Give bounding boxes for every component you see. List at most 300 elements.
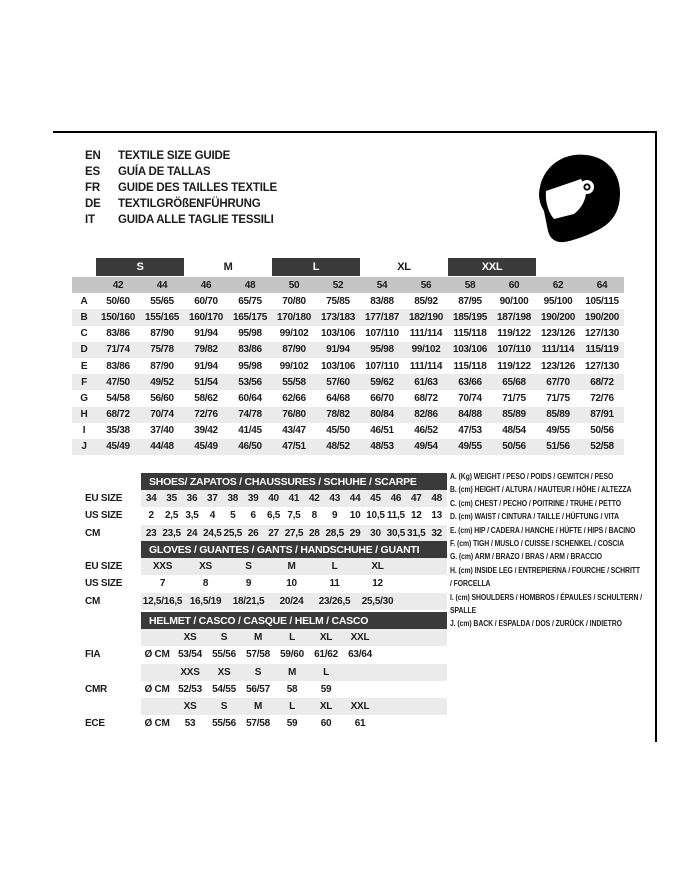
size-value-cell: 90/100 — [499, 295, 529, 307]
size-value-cell: 111/114 — [541, 344, 575, 356]
shoe-size-cell: 24,5 — [203, 527, 222, 539]
helmet-value-cell: 58 — [286, 683, 298, 695]
row-values — [141, 575, 447, 592]
shoe-size-cell: 5 — [230, 510, 236, 522]
shoe-size-cell: 6,5 — [266, 510, 281, 522]
size-value-cell: 95/98 — [238, 360, 262, 372]
size-value-cell: 71/75 — [546, 392, 570, 404]
size-row-C — [72, 326, 624, 342]
size-value-cell: 99/102 — [411, 344, 441, 356]
size-value-cell: 103/106 — [452, 344, 488, 356]
size-value-cell: 44/48 — [150, 441, 174, 453]
helmet-value-cell: 59 — [286, 718, 298, 730]
shoe-size-cell: 26 — [247, 527, 259, 539]
size-group-XL: XL — [397, 261, 411, 273]
size-value-cell: 85/89 — [546, 409, 570, 421]
helmet-size-cell: M — [253, 632, 263, 644]
size-value-cell: 79/82 — [194, 344, 218, 356]
size-value-cell: 51/54 — [194, 376, 218, 388]
row-values — [141, 593, 447, 610]
table-row — [85, 525, 447, 542]
size-value-cell: 107/110 — [365, 360, 399, 372]
table-header-bar: GLOVES / GUANTES / GANTS / HANDSCHUHE / GUANTI — [141, 541, 447, 558]
size-value-cell: 55/58 — [282, 376, 306, 388]
glove-size-cell: S — [245, 561, 252, 573]
shoe-size-cell: 28,5 — [325, 527, 344, 539]
size-value-cell: 119/122 — [497, 328, 531, 340]
size-value-cell: 75/78 — [150, 344, 174, 356]
table-row — [85, 593, 447, 610]
size-value-cell: 46/51 — [370, 425, 394, 437]
size-value-cell: 187/198 — [496, 311, 532, 323]
row-letter: E — [80, 360, 88, 372]
size-value-cell: 91/94 — [194, 328, 218, 340]
helmet-value-cell: 59/60 — [280, 649, 304, 661]
size-row-F — [72, 374, 624, 390]
size-row-B — [72, 309, 624, 325]
size-group-row — [72, 258, 624, 276]
helmet-size-row-ECE — [85, 698, 447, 715]
shoe-size-cell: 35 — [166, 493, 177, 505]
size-value-cell: 72/76 — [590, 392, 614, 404]
row-letter: B — [80, 311, 88, 323]
textile-size-table — [72, 258, 624, 455]
helmet-value-cell: 52/53 — [178, 683, 202, 695]
row-values — [141, 490, 447, 507]
size-value-cell: 55/65 — [150, 295, 174, 307]
shoe-size-cell: 12 — [410, 510, 422, 522]
size-value-cell: 115/119 — [585, 344, 619, 356]
size-row-D — [72, 342, 624, 358]
size-value-cell: 70/74 — [458, 392, 482, 404]
shoe-size-cell: 39 — [247, 493, 259, 505]
shoes-table — [85, 473, 447, 542]
size-row-G — [72, 390, 624, 406]
shoe-size-cell: 13 — [431, 510, 442, 522]
row-label: ECE — [85, 718, 105, 730]
glove-size-cell: 20/24 — [279, 595, 304, 607]
size-value-cell: 53/56 — [238, 376, 262, 388]
size-value-cell: 107/110 — [365, 328, 399, 340]
size-column-header: 58 — [464, 279, 476, 291]
size-value-cell: 67/70 — [546, 376, 570, 388]
size-value-cell: 115/118 — [453, 328, 487, 340]
row-letter: F — [81, 376, 87, 388]
language-name: TEXTILGRÖßENFÜHRUNG — [118, 198, 261, 210]
size-value-cell: 177/187 — [364, 311, 400, 323]
size-value-cell: 87/95 — [458, 295, 482, 307]
helmet-size-cell: XXL — [350, 701, 370, 713]
row-values — [141, 681, 447, 698]
size-value-cell: 65/75 — [238, 295, 262, 307]
language-row — [85, 164, 277, 180]
size-value-cell: 50/56 — [590, 425, 614, 437]
helmet-size-cell: XS — [183, 701, 197, 713]
size-column-header: 48 — [244, 279, 256, 291]
helmet-value-cell: 57/58 — [246, 649, 270, 661]
row-values — [141, 698, 447, 715]
size-value-cell: 83/86 — [238, 344, 262, 356]
size-value-cell: 74/78 — [238, 409, 262, 421]
size-columns-row — [72, 277, 624, 293]
row-values — [141, 715, 447, 732]
size-value-cell: 45/49 — [194, 441, 218, 453]
row-label: CM — [85, 527, 101, 539]
table-header-row — [85, 473, 447, 490]
helmet-size-row-FIA — [85, 629, 447, 646]
row-letter: J — [81, 441, 87, 453]
helmet-value-cell: 53 — [184, 718, 196, 730]
row-label: US SIZE — [85, 510, 123, 522]
measurement-item: G. (cm) ARM / BRAZO / BRAS / ARM / BRACCIO — [450, 551, 602, 562]
row-values — [141, 525, 447, 542]
shoe-size-cell: 27,5 — [284, 527, 304, 539]
row-label: US SIZE — [85, 578, 123, 590]
row-values — [141, 646, 447, 663]
row-letter: A — [80, 295, 88, 307]
size-value-cell: 107/110 — [497, 344, 531, 356]
size-value-cell: 84/88 — [458, 409, 482, 421]
size-value-cell: 78/82 — [326, 409, 350, 421]
language-name: GUIDE DES TAILLES TEXTILE — [118, 182, 277, 194]
size-value-cell: 49/52 — [150, 376, 174, 388]
size-value-cell: 165/175 — [232, 311, 268, 323]
shoe-size-cell: 11,5 — [386, 510, 405, 522]
size-value-cell: 72/76 — [194, 409, 218, 421]
shoe-size-cell: 23,5 — [162, 527, 181, 539]
row-values — [141, 558, 447, 575]
language-row — [85, 180, 277, 196]
shoe-size-cell: 2 — [148, 510, 154, 522]
shoe-size-cell: 25,5 — [223, 527, 242, 539]
helmet-value-cell: 54/55 — [212, 683, 236, 695]
size-value-cell: 41/45 — [238, 425, 262, 437]
top-border-line — [53, 131, 657, 133]
size-value-cell: 170/180 — [276, 311, 312, 323]
size-value-cell: 87/90 — [150, 328, 174, 340]
shoe-size-cell: 2,5 — [165, 510, 179, 522]
measurement-item: D. (cm) WAIST / CINTURA / TAILLE / HÜFTUNG / VITA — [450, 511, 619, 522]
size-group-L: L — [272, 258, 360, 276]
size-value-cell: 99/102 — [279, 360, 309, 372]
size-value-cell: 49/55 — [546, 425, 570, 437]
helmet-size-cell: M — [287, 666, 297, 678]
helmet-value-cell: 61/62 — [314, 649, 338, 661]
table-header-bar: HELMET / CASCO / CASQUE / HELM / CASCO — [141, 612, 447, 629]
size-column-header: 44 — [156, 279, 168, 291]
size-value-cell: 71/74 — [106, 344, 130, 356]
helmet-value-cell: 55/56 — [212, 649, 236, 661]
size-value-cell: 91/94 — [326, 344, 350, 356]
helmet-value-cell: 56/57 — [246, 683, 270, 695]
glove-size-cell: 9 — [245, 578, 252, 590]
glove-size-cell: 16,5/19 — [189, 595, 222, 607]
row-label: FIA — [85, 649, 101, 661]
glove-size-cell: XXS — [152, 561, 173, 573]
shoe-size-cell: 23 — [145, 527, 157, 539]
size-value-cell: 95/98 — [370, 344, 394, 356]
size-value-cell: 70/74 — [150, 409, 174, 421]
size-value-cell: 190/200 — [540, 311, 576, 323]
table-row — [85, 490, 447, 507]
size-value-cell: 51/56 — [546, 441, 570, 453]
language-code: DE — [85, 198, 101, 210]
shoe-size-cell: 34 — [145, 493, 157, 505]
size-column-header: 54 — [376, 279, 388, 291]
shoe-size-cell: 43 — [329, 493, 341, 505]
row-values — [141, 664, 447, 681]
shoe-size-cell: 45 — [370, 493, 381, 505]
size-value-cell: 155/165 — [144, 311, 180, 323]
size-value-cell: 99/102 — [279, 328, 309, 340]
measurement-item: F. (cm) TIGH / MUSLO / CUISSE / SCHENKEL / COSCIA — [450, 538, 624, 549]
measurement-item: H. (cm) INSIDE LEG / ENTREPIERNA / FOURCHE / SCHRITT / FORCELLA — [450, 564, 641, 589]
size-value-cell: 83/88 — [370, 295, 394, 307]
shoe-size-cell: 48 — [431, 493, 442, 505]
size-value-cell: 76/80 — [282, 409, 306, 421]
size-value-cell: 91/94 — [194, 360, 218, 372]
row-label: CM — [85, 595, 101, 607]
shoe-size-cell: 47 — [410, 493, 422, 505]
size-value-cell: 63/66 — [458, 376, 482, 388]
helmet-value-cell: 57/58 — [246, 718, 270, 730]
size-value-cell: 80/84 — [370, 409, 394, 421]
shoe-size-cell: 4 — [209, 510, 216, 522]
shoe-size-cell: 27 — [268, 527, 279, 539]
size-value-cell: 83/86 — [106, 360, 130, 372]
size-value-cell: 50/56 — [502, 441, 526, 453]
size-value-cell: 49/54 — [414, 441, 438, 453]
size-value-cell: 185/195 — [452, 311, 488, 323]
shoe-size-cell: 31,5 — [407, 527, 426, 539]
size-group-XXL: XXL — [448, 258, 536, 276]
size-value-cell: 39/42 — [194, 425, 218, 437]
glove-size-cell: 18/21,5 — [232, 595, 265, 607]
glove-size-cell: 8 — [202, 578, 209, 590]
size-value-cell: 87/90 — [150, 360, 174, 372]
shoe-size-cell: 41 — [288, 493, 300, 505]
glove-size-cell: XL — [371, 561, 384, 573]
language-code: ES — [85, 166, 100, 178]
size-value-cell: 50/60 — [106, 295, 130, 307]
glove-size-cell: 25,5/30 — [361, 595, 394, 607]
size-column-header: 52 — [332, 279, 344, 291]
size-value-cell: 68/72 — [106, 409, 130, 421]
row-letter: D — [80, 344, 88, 356]
row-label: CMR — [85, 683, 108, 695]
unit-cell: Ø CM — [144, 649, 170, 661]
glove-size-cell: 10 — [286, 578, 297, 590]
glove-size-cell: XS — [199, 561, 212, 573]
size-value-cell: 47/51 — [282, 441, 306, 453]
size-value-cell: 43/47 — [282, 425, 306, 437]
helmet-size-cell: L — [289, 632, 295, 644]
size-value-cell: 61/63 — [414, 376, 438, 388]
size-row-J — [72, 439, 624, 455]
helmet-table — [85, 612, 447, 732]
size-value-cell: 83/86 — [106, 328, 130, 340]
table-row — [85, 575, 447, 592]
size-value-cell: 46/50 — [238, 441, 262, 453]
size-value-cell: 173/183 — [320, 311, 356, 323]
size-row-E — [72, 358, 624, 374]
size-value-cell: 60/70 — [194, 295, 218, 307]
size-value-cell: 57/60 — [326, 376, 350, 388]
helmet-value-cell: 60 — [320, 718, 332, 730]
size-group-S: S — [96, 258, 184, 276]
size-value-cell: 48/54 — [502, 425, 526, 437]
size-value-cell: 35/38 — [106, 425, 130, 437]
unit-cell: Ø CM — [144, 718, 170, 730]
size-value-cell: 105/115 — [585, 295, 619, 307]
size-value-cell: 64/68 — [326, 392, 350, 404]
size-value-cell: 48/52 — [326, 441, 350, 453]
size-value-cell: 58/62 — [194, 392, 218, 404]
row-values — [141, 507, 447, 524]
shoe-size-cell: 6 — [250, 510, 256, 522]
glove-size-cell: 12,5/16,5 — [142, 595, 183, 607]
helmet-size-cell: XS — [183, 632, 197, 644]
row-label: EU SIZE — [85, 493, 123, 505]
helmet-size-cell: M — [253, 701, 263, 713]
shoe-size-cell: 29 — [349, 527, 361, 539]
helmet-size-cell: S — [220, 632, 228, 644]
shoe-size-cell: 38 — [227, 493, 239, 505]
size-column-header: 46 — [200, 279, 212, 291]
helmet-value-row-CMR — [85, 681, 447, 698]
size-value-cell: 123/126 — [540, 328, 576, 340]
size-value-cell: 82/86 — [414, 409, 438, 421]
row-label: EU SIZE — [85, 561, 123, 573]
size-row-I — [72, 423, 624, 439]
shoe-size-cell: 44 — [349, 493, 361, 505]
measurement-item: E. (cm) HIP / CADERA / HANCHE / HÜFTE / HIPS / BACINO — [450, 524, 636, 535]
language-row — [85, 148, 277, 164]
row-letter: I — [82, 425, 86, 437]
helmet-value-cell: 61 — [354, 718, 366, 730]
helmet-value-cell: 53/54 — [178, 649, 202, 661]
shoe-size-cell: 9 — [332, 510, 338, 522]
size-value-cell: 111/114 — [409, 328, 443, 340]
size-value-cell: 71/75 — [502, 392, 526, 404]
size-value-cell: 45/49 — [106, 441, 130, 453]
row-letter: G — [80, 392, 88, 404]
size-value-cell: 103/106 — [320, 360, 356, 372]
table-row — [85, 507, 447, 524]
shoe-size-cell: 28 — [309, 527, 320, 539]
size-value-cell: 150/160 — [100, 311, 136, 323]
helmet-value-row-ECE — [85, 715, 447, 732]
shoe-size-cell: 10,5 — [366, 510, 385, 522]
size-value-cell: 95/100 — [543, 295, 573, 307]
table-header-bar: SHOES/ ZAPATOS / CHAUSSURES / SCHUHE / SCARPE — [141, 473, 447, 490]
table-header-row — [85, 612, 447, 629]
helmet-value-row-FIA — [85, 646, 447, 663]
size-column-header: 60 — [508, 279, 520, 291]
size-value-cell: 62/66 — [282, 392, 306, 404]
table-row — [85, 558, 447, 575]
size-value-cell: 54/58 — [106, 392, 130, 404]
helmet-icon — [533, 152, 623, 247]
language-code: IT — [85, 214, 95, 226]
glove-size-cell: 11 — [329, 578, 340, 590]
size-value-cell: 48/53 — [370, 441, 394, 453]
language-row — [85, 196, 277, 212]
size-value-cell: 103/106 — [320, 328, 356, 340]
row-letter: H — [80, 409, 88, 421]
size-value-cell: 127/130 — [584, 360, 620, 372]
shoe-size-cell: 36 — [186, 493, 198, 505]
size-value-cell: 46/52 — [414, 425, 438, 437]
size-value-cell: 85/92 — [414, 295, 438, 307]
measurement-item: C. (cm) CHEST / PECHO / POITRINE / TRUHE / PETTO — [450, 497, 621, 508]
size-value-cell: 160/170 — [188, 311, 224, 323]
size-group-M: M — [223, 261, 233, 273]
shoe-size-cell: 8 — [311, 510, 317, 522]
glove-size-cell: 7 — [159, 578, 166, 590]
size-value-cell: 49/55 — [458, 441, 482, 453]
language-name: GUÍA DE TALLAS — [118, 166, 211, 178]
helmet-size-cell: L — [289, 701, 295, 713]
shoe-size-cell: 32 — [431, 527, 442, 539]
helmet-size-row-CMR — [85, 664, 447, 681]
size-value-cell: 115/118 — [453, 360, 487, 372]
size-column-header: 42 — [112, 279, 124, 291]
size-value-cell: 127/130 — [584, 328, 620, 340]
measurement-legend — [450, 470, 642, 631]
size-value-cell: 65/68 — [502, 376, 526, 388]
size-value-cell: 56/60 — [150, 392, 174, 404]
size-value-cell: 190/200 — [584, 311, 620, 323]
helmet-value-cell: 63/64 — [348, 649, 372, 661]
size-column-header: 64 — [596, 279, 608, 291]
helmet-size-cell: XL — [319, 701, 333, 713]
language-title-block — [85, 148, 277, 228]
shoe-size-cell: 30 — [370, 527, 381, 539]
shoe-size-cell: 10 — [349, 510, 361, 522]
size-value-cell: 52/58 — [590, 441, 614, 453]
helmet-size-cell: XXL — [350, 632, 370, 644]
size-value-cell: 182/190 — [408, 311, 444, 323]
row-letter: C — [80, 328, 88, 340]
size-value-cell: 60/64 — [238, 392, 262, 404]
size-value-cell: 47/53 — [458, 425, 482, 437]
size-row-H — [72, 407, 624, 423]
shoe-size-cell: 37 — [207, 493, 218, 505]
language-code: EN — [85, 150, 101, 162]
table-header-row — [85, 541, 447, 558]
size-value-cell: 111/114 — [409, 360, 443, 372]
glove-size-cell: M — [287, 561, 296, 573]
shoe-size-cell: 42 — [309, 493, 320, 505]
shoe-size-cell: 30,5 — [386, 527, 406, 539]
helmet-size-cell: S — [254, 666, 262, 678]
size-value-cell: 68/72 — [590, 376, 614, 388]
language-code: FR — [85, 182, 100, 194]
row-values — [141, 629, 447, 646]
shoe-size-cell: 24 — [186, 527, 198, 539]
size-value-cell: 47/50 — [106, 376, 130, 388]
size-value-cell: 119/122 — [497, 360, 531, 372]
right-border-line — [655, 131, 657, 742]
size-value-cell: 68/72 — [414, 392, 438, 404]
size-value-cell: 66/70 — [370, 392, 394, 404]
shoe-size-cell: 46 — [390, 493, 402, 505]
language-name: GUIDA ALLE TAGLIE TESSILI — [118, 214, 274, 226]
glove-size-cell: 12 — [372, 578, 383, 590]
measurement-item: A. (Kg) WEIGHT / PESO / POIDS / GEWITCH / PESO — [450, 471, 614, 481]
helmet-value-cell: 55/56 — [212, 718, 236, 730]
